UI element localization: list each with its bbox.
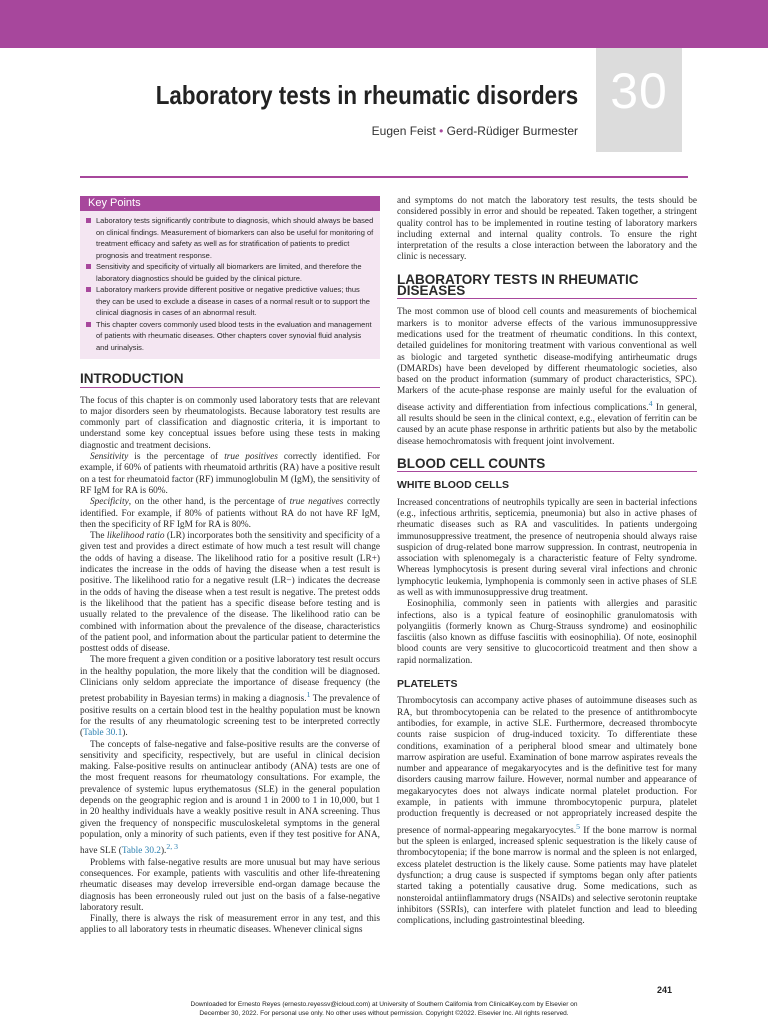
author-1: Eugen Feist <box>371 124 436 138</box>
citation-link[interactable]: 1 <box>306 690 311 700</box>
key-point-item: Laboratory tests significantly contribute to diagnosis, which should always be based on clinical findings. Measurement of biomarkers can also be useful for monitoring of treatment efficacy and safety as well as for stratification of patients to predict prognosis and treatment response. <box>86 215 374 261</box>
square-bullet-icon <box>86 218 91 223</box>
white-blood-cells-heading: WHITE BLOOD CELLS <box>397 479 509 492</box>
author-2: Gerd-Rüdiger Burmester <box>446 124 578 138</box>
citation-link[interactable]: 2, 3 <box>166 842 178 852</box>
chapter-number: 30 <box>610 63 668 119</box>
top-accent-bar <box>0 0 768 48</box>
paragraph: The focus of this chapter is on commonly used laboratory tests that are relevant to major disorders seen by rheumatologists. Because laboratory test results are commonly part of classification and diagnostic criteria, it is important to understand some key conceptual issues before using these tests in making diagnostic and treatment decisions. <box>80 395 380 451</box>
author-line <box>372 124 578 138</box>
key-points-heading: Key Points <box>80 196 380 211</box>
paragraph: Specificity, on the other hand, is the percentage of true negatives correctly identified. For example, if 80% of patients without RA do not have RF IgM, then the specificity of RF IgM for RA is 80%. <box>80 497 380 530</box>
paragraph: The most common use of blood cell counts and measurements of biochemical markers is to monitor adverse effects of the various immunosuppressive medications used for the treatment of rheumatic conditions. In this context, detailed guidelines for monitoring treatment with various conventional as well as biologic and targeted synthetic disease-modifying antirheumatic drugs (DMARDs) have been developed by different rheumatologic societies, also based on the product information (summary of product characteristics, SPC). Markers of the acute-phase response are mainly useful for the evaluation of disease activity and differentiation from infectious complications.$^4$ In general, all results should be seen in the clinical context, e.g., elevation of ferritin can be caused by an acute phase response in arthritic patients but also by the metabolic disease hemochromatosis with frequent joint involvement. <box>397 307 697 447</box>
footer-line: December 30, 2022. For personal use only. No other uses without permission. Copyright ©2022. Elsevier Inc. All rights reserved. <box>199 1010 569 1017</box>
square-bullet-icon <box>86 322 91 327</box>
lab-tests-heading: LABORATORY TESTS IN RHEUMATIC DISEASES <box>397 274 697 300</box>
citation-link[interactable]: 4 <box>648 398 653 408</box>
paragraph: and symptoms do not match the laboratory test results, the tests should be considered possibly in error and should be repeated. Taken together, a stringent quality control has to be implemented in routine testing of laboratory markers including external and internal quality controls. To ensure the right interpretation of the results a close interaction between the laboratory and the clinic is necessary. <box>397 196 697 263</box>
key-point-item: Laboratory markers provide different positive or negative predictive values; thus they can be used to exclude a disease in cases of a normal result or to support the clinical diagnosis in cases of an abnormal result. <box>86 284 374 319</box>
paragraph: Finally, there is always the risk of measurement error in any test, and this applies to all laboratory tests in rheumatic diseases. Whenever clinical signs <box>80 914 380 936</box>
key-point-item: Sensitivity and specificity of virtually all biomarkers are limited, and therefore the laboratory diagnostics should be guided by the clinical picture. <box>86 261 374 284</box>
paragraph: The more frequent a given condition or a positive laboratory test result occurs in the healthy population, the more likely that the condition will be diagnosed. Clinicians only seldom appreciate the importance of disease frequency (the pretest probability in Bayesian terms) in making a diagnosis.$^1$ The prevalence of positive results on a certain blood test in the healthy population must be known for the results of any rheumatologic screening test to be interpreted correctly (Table 30.1). <box>80 655 380 739</box>
table-link[interactable]: Table 30.1 <box>83 728 123 739</box>
download-footer <box>130 1000 638 1018</box>
paragraph: Sensitivity is the percentage of true positives correctly identified. For example, if 60% of patients with rheumatoid arthritis (RA) have a positive result on a test for rheumatoid factor (RF) immunoglobulin M (IgM), the sensitivity of RF IgM for RA is 60%. <box>80 452 380 496</box>
key-point-item: This chapter covers commonly used blood tests in the evaluation and management of patients with rheumatic diseases. Other chapters cover synovial fluid analysis and urinalysis. <box>86 319 374 354</box>
citation-link[interactable]: 5 <box>576 821 580 831</box>
platelets-heading: PLATELETS <box>397 678 458 691</box>
paragraph: Eosinophilia, commonly seen in patients with allergies and parasitic infections, also is a typical feature of eosinophilic granulomatosis with polyangiitis (formerly known as Churg-Strauss syndrome) and eosinophilic fasciitis (also known as diffuse fasciitis with eosinophilia). Of note, eosinophil blood counts are very sensitive to glucocorticoid treatment and then show a rapid normalization. <box>397 599 697 666</box>
chapter-title: Laboratory tests in rheumatic disorders <box>155 80 578 110</box>
blood-cell-counts-heading: BLOOD CELL COUNTS <box>397 458 697 472</box>
introduction-heading: INTRODUCTION <box>80 373 380 387</box>
paragraph: The likelihood ratio (LR) incorporates both the sensitivity and specificity of a given test and provides a direct estimate of how much a test result will change the odds of having a disease. The likelihood ratio for a positive result (LR+) indicates the increase in the odds of having the disease when a test result is positive. The likelihood ratio for a negative result (LR−) indicates the decrease in the odds of having the disease when a test result is negative. The pretest odds is the likelihood that the patient has a specific disease before testing and is usually related to the prevalence of the disease. The likelihood ratio can be combined with information about the prevalence of the disease, characteristics of the patient pool, and information about the particular patient to determine the posttest odds of disease. <box>80 531 380 655</box>
paragraph: Increased concentrations of neutrophils typically are seen in bacterial infections (e.g., infectious arthritis, septicemia, pneumonia) but also in active phases of rheumatic diseases such as RA and vasculitides. In patients undergoing immunosuppressive treatment, the presence of neutropenia should always raise suspicion of drug-related bone marrow suppression. In contrast, neutropenia in association with splenomegaly is a characteristic feature of Felty syndrome. Whereas lymphocytosis is present during several viral infections and chronic lymphocytic leukemia, lymphopenia is commonly seen in active phases of SLE as well as with immunosuppressive drug treatment. <box>397 497 697 598</box>
right-column <box>397 196 697 927</box>
paragraph: The concepts of false-negative and false-positive results are the converse of sensitivity and specificity, respectively, but are useful in clinical decision making. False-positive results on antinuclear antibody (ANA) tests are one of the most frequent reasons for rheumatology consultations. For example, the prevalence of systemic lupus erythematosus (SLE) in the general population depends on the geographic region and is around 1 in 2000 to 1 in 10,000, but 1 in 20 healthy individuals have a weakly positive result in ANA screening. Thus given the frequency of nonspecific musculoskeletal symptoms in the general population, only a minority of such patients, even if they test positive for ANA, have SLE (Table 30.2).$^{2, 3}$ <box>80 739 380 857</box>
title-rule <box>80 176 688 178</box>
paragraph: Problems with false-negative results are more unusual but may have serious consequences. For example, patients with vasculitis and other life-threatening rheumatic diseases may develop irreversible end-organ damage because the diagnosis has been erroneously ruled out just on the basis of a false-negative laboratory result. <box>80 857 380 913</box>
footer-line: Downloaded for Ernesto Reyes (ernesto.reyessv@icloud.com) at University of Southern California from ClinicalKey.com by Elsevier on <box>190 1001 578 1008</box>
key-points-box <box>80 196 380 359</box>
author-separator: • <box>439 124 444 138</box>
square-bullet-icon <box>86 287 91 292</box>
table-link[interactable]: Table 30.2 <box>121 846 161 857</box>
page-number: 241 <box>657 985 673 995</box>
paragraph: Thrombocytosis can accompany active phases of autoimmune diseases such as RA, but thrombocytopenia can be related to the presence of antithrombocyte antibodies, for example, in active SLE. Furthermore, decreased thrombocyte counts raise suspicion of drug-induced toxicity. To differentiate these conditions, examination of a peripheral blood smear and ultimately bone marrow aspiration are useful. Examination of bone marrow aspirates reveals the number and appearance of megakaryocytes and is the definitive test for many disorders causing marrow failure. However, normal number and appearance of megakaryocytes does not always indicate normal platelet production. For example, in patients with immune thrombocytopenic purpura, platelet production frequently is decreased or not appropriately increased despite the presence of normal-appearing megakaryocytes.$^5$ If the bone marrow is normal but the spleen is enlarged, increased splenic sequestration is the likely cause of thrombocytopenia; if the bone marrow is normal and the spleen is not enlarged, excess platelet destruction is the likely cause. Some patients may have platelet dysfunction; a drug cause is suspected if symptoms began only after patients started taking a potentially causative drug. Some medications, such as nonsteroidal antiinflammatory drugs (NSAIDs) and selective serotonin reuptake inhibitors (SSRIs), can interfere with platelet function and lead to bleeding complications, including gastrointestinal bleeding. <box>397 696 697 927</box>
left-column <box>80 196 380 937</box>
square-bullet-icon <box>86 264 91 269</box>
key-points-list <box>80 215 380 353</box>
